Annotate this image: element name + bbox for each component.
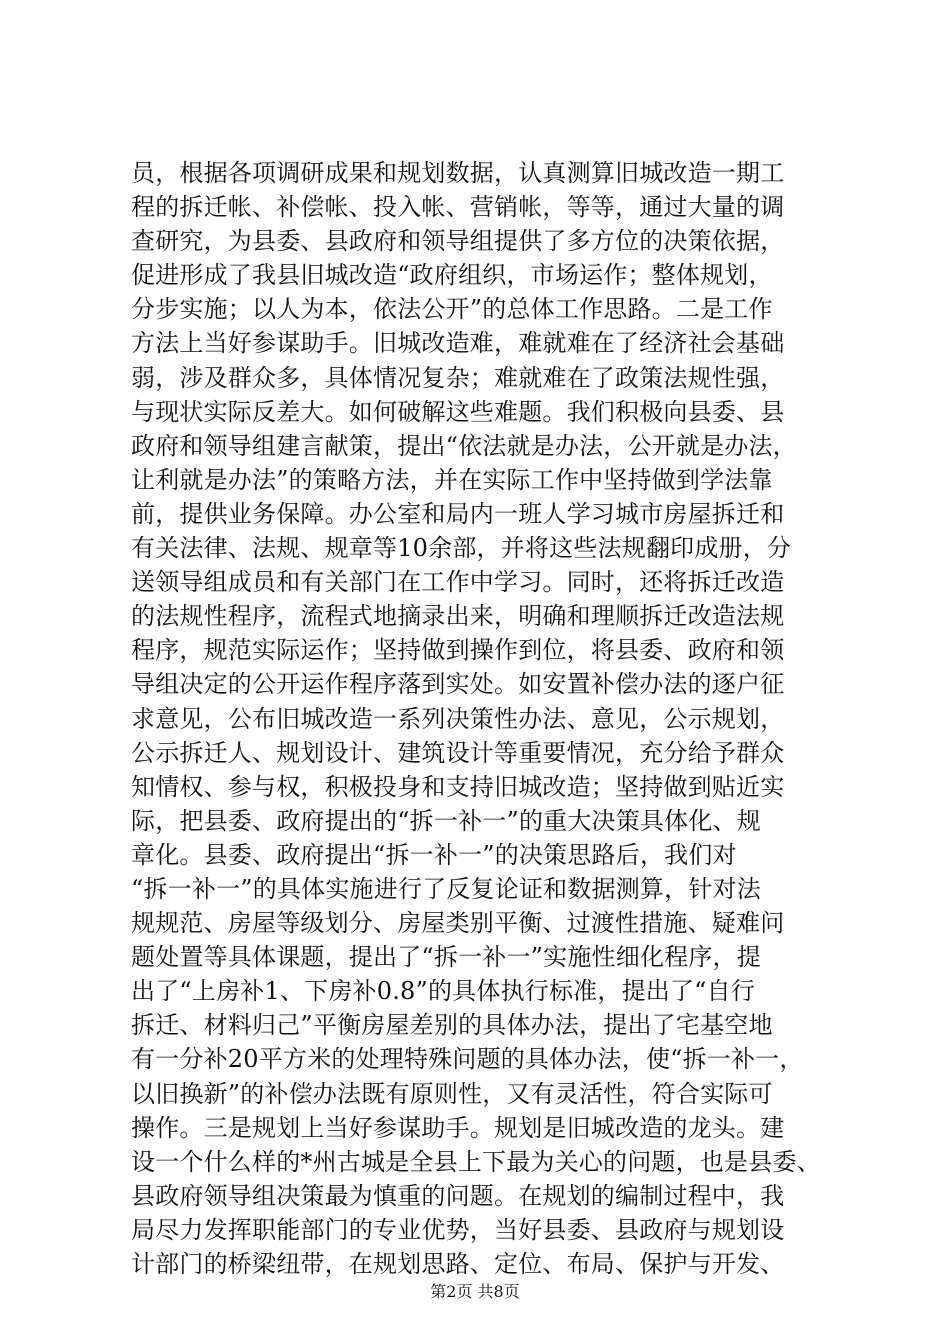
text-line: 与现状实际反差大。如何破解这些难题。我们积极向县委、县 <box>131 397 785 426</box>
text-line: 局尽力发挥职能部门的专业优势，当好县委、县政府与规划设 <box>131 1215 785 1244</box>
text-line: 有一分补20平方米的处理特殊问题的具体办法，使“拆一补一， <box>131 1045 804 1074</box>
text-line: 促进形成了我县旧城改造“政府组织，市场运作；整体规划， <box>131 261 773 290</box>
page-footer: 第2页 共8页 <box>430 1282 520 1301</box>
text-line: 知情权、参与权，积极投身和支持旧城改造；坚持做到贴近实 <box>131 772 785 801</box>
text-line: 公示拆迁人、规划设计、建筑设计等重要情况，充分给予群众 <box>131 738 785 767</box>
text-line: 方法上当好参谋助手。旧城改造难，难就难在了经济社会基础 <box>131 329 785 358</box>
text-line: 政府和领导组建言献策，提出“依法就是办法，公开就是办法， <box>131 431 797 460</box>
text-line: 前，提供业务保障。办公室和局内一班人学习城市房屋拆迁和 <box>131 499 785 528</box>
text-line: 分步实施；以人为本，依法公开”的总体工作思路。二是工作 <box>131 295 773 324</box>
text-line: 让利就是办法”的策略方法，并在实际工作中坚持做到学法靠 <box>131 465 773 494</box>
text-line: 程的拆迁帐、补偿帐、投入帐、营销帐，等等，通过大量的调 <box>131 193 785 222</box>
text-line: 计部门的桥梁纽带，在规划思路、定位、布局、保护与开发、 <box>131 1250 785 1278</box>
text-line: 弱，涉及群众多，具体情况复杂；难就难在了政策法规性强， <box>131 363 785 392</box>
text-line: 设一个什么样的*州古城是全县上下最为关心的问题，也是县委、 <box>131 1147 821 1176</box>
text-line: 章化。县委、政府提出“拆一补一”的决策思路后，我们对 <box>131 840 737 869</box>
text-line: 拆迁、材料归己”平衡房屋差别的具体办法，提出了宅基空地 <box>131 1011 773 1040</box>
text-line: 求意见，公布旧城改造一系列决策性办法、意见，公示规划， <box>131 704 785 733</box>
text-line: 导组决定的公开运作程序落到实处。如安置补偿办法的逐户征 <box>131 670 785 699</box>
text-line: 规规范、房屋等级划分、房屋类别平衡、过渡性措施、疑难问 <box>131 909 785 938</box>
text-line: 县政府领导组决策最为慎重的问题。在规划的编制过程中，我 <box>131 1181 785 1210</box>
body-text <box>131 156 831 1281</box>
text-line: 题处置等具体课题，提出了“拆一补一”实施性细化程序，提 <box>131 943 761 972</box>
text-line: 出了“上房补1、下房补0.8”的具体执行标准，提出了“自行 <box>131 977 756 1006</box>
text-line: 程序，规范实际运作；坚持做到操作到位，将县委、政府和领 <box>131 636 785 665</box>
text-line: 操作。三是规划上当好参谋助手。规划是旧城改造的龙头。建 <box>131 1113 785 1142</box>
text-line: 际，把县委、政府提出的“拆一补一”的重大决策具体化、规 <box>131 806 761 835</box>
text-line: 送领导组成员和有关部门在工作中学习。同时，还将拆迁改造 <box>131 568 785 597</box>
text-line: 员，根据各项调研成果和规划数据，认真测算旧城改造一期工 <box>131 159 785 187</box>
text-line: 查研究，为县委、县政府和领导组提供了多方位的决策依据， <box>131 227 785 256</box>
text-line: 的法规性程序，流程式地摘录出来，明确和理顺拆迁改造法规 <box>131 602 785 631</box>
text-line: 以旧换新”的补偿办法既有原则性，又有灵活性，符合实际可 <box>131 1079 773 1108</box>
text-line: 有关法律、法规、规章等10余部，并将这些法规翻印成册，分 <box>131 534 792 563</box>
text-line: “拆一补一”的具体实施进行了反复论证和数据测算，针对法 <box>131 874 761 903</box>
